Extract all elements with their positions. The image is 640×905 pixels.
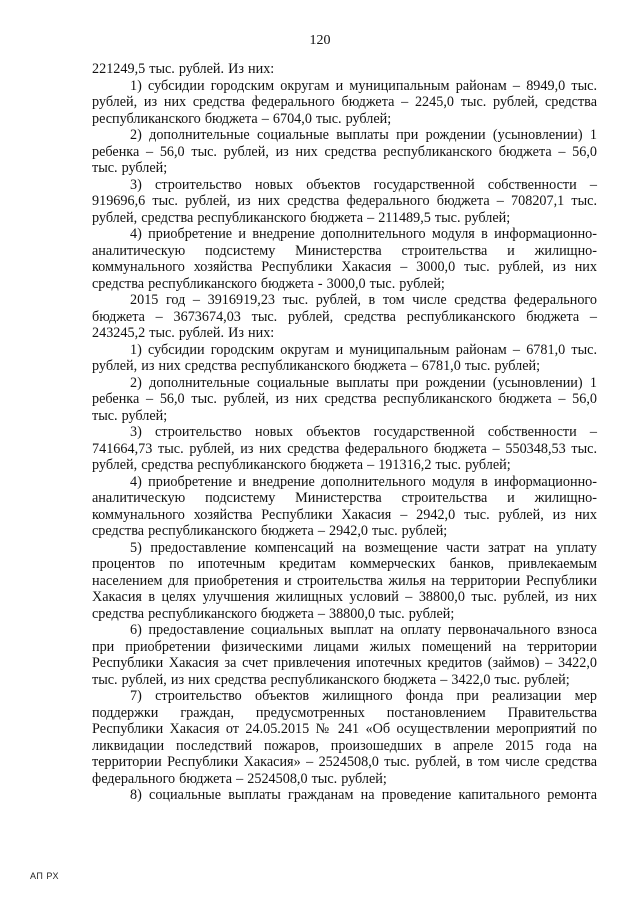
paragraph: 1) субсидии городским округам и муниципальным районам – 8949,0 тыс. рублей, из них средства федерального бюджета – 2245,0 тыс. рублей, средства республиканского бюджета – 6704,0 тыс. рублей; <box>92 77 597 127</box>
paragraph: 3) строительство новых объектов государственной собственности – 919696,6 тыс. рублей, из них средства федерального бюджета – 708207,1 тыс. рублей, средства республиканского бюджета – 211489,5 тыс. рублей; <box>92 176 597 226</box>
paragraph: 7) строительство объектов жилищного фонда при реализации мер поддержки граждан, предусмотренных постановлением Правительства Республики Хакасия от 24.05.2015 № 241 «Об осуществлении мероприятий по ликвидации последствий пожаров, произошедших в апреле 2015 года на территории Республики Хакасия» – 2524508,0 тыс. рублей, в том числе средства федерального бюджета – 2524508,0 тыс. рублей; <box>92 688 597 787</box>
paragraph: 4) приобретение и внедрение дополнительного модуля в информационно-аналитическую подсистему Министерства строительства и жилищно-коммунального хозяйства Республики Хакасия – 3000,0 тыс. рублей, из них средства республиканского бюджета - 3000,0 тыс. рублей; <box>92 226 597 292</box>
paragraph: 2) дополнительные социальные выплаты при рождении (усыновлении) 1 ребенка – 56,0 тыс. рублей, из них средства республиканского бюджета – 56,0 тыс. рублей; <box>92 127 597 176</box>
paragraph: 2) дополнительные социальные выплаты при рождении (усыновлении) 1 ребенка – 56,0 тыс. рублей, из них средства республиканского бюджета – 56,0 тыс. рублей; <box>92 374 597 424</box>
paragraph: 3) строительство новых объектов государственной собственности – 741664,73 тыс. рублей, из них средства федерального бюджета – 550348,53 тыс. рублей, средства республиканского бюджета – 191316,2 тыс. рублей; <box>92 424 597 473</box>
paragraph: 5) предоставление компенсаций на возмещение части затрат на уплату процентов по ипотечным кредитам коммерческих банков, привлекаемым населением для приобретения и строительства жилья на территории Республики Хакасия в целях улучшения жилищных условий – 38800,0 тыс. рублей, из них средства республиканского бюджета – 38800,0 тыс. рублей; <box>92 539 597 622</box>
paragraph: 4) приобретение и внедрение дополнительного модуля в информационно-аналитическую подсистему Министерства строительства и жилищно-коммунального хозяйства Республики Хакасия – 2942,0 тыс. рублей, из них средства республиканского бюджета – 2942,0 тыс. рублей; <box>92 473 597 539</box>
paragraph: 8) социальные выплаты гражданам на проведение капитального ремонта <box>130 787 597 803</box>
page-number: 120 <box>309 33 331 48</box>
document-body <box>92 61 597 804</box>
paragraph: 1) субсидии городским округам и муниципальным районам – 6781,0 тыс. рублей, из них средства республиканского бюджета – 6781,0 тыс. рублей; <box>92 341 597 374</box>
archive-stamp: АП РХ <box>30 871 59 881</box>
paragraph: 2015 год – 3916919,23 тыс. рублей, в том числе средства федерального бюджета – 3673674,03 тыс. рублей, средства республиканского бюджета – 243245,2 тыс. рублей. Из них: <box>92 292 597 341</box>
paragraph: 221249,5 тыс. рублей. Из них: <box>92 61 275 77</box>
paragraph: 6) предоставление социальных выплат на оплату первоначального взноса при приобретении физическими лицами жилых помещений на территории Республики Хакасия за счет привлечения ипотечных кредитов (займов) – 3422,0 тыс. рублей, из них средства республиканского бюджета – 3422,0 тыс. рублей; <box>92 622 597 688</box>
